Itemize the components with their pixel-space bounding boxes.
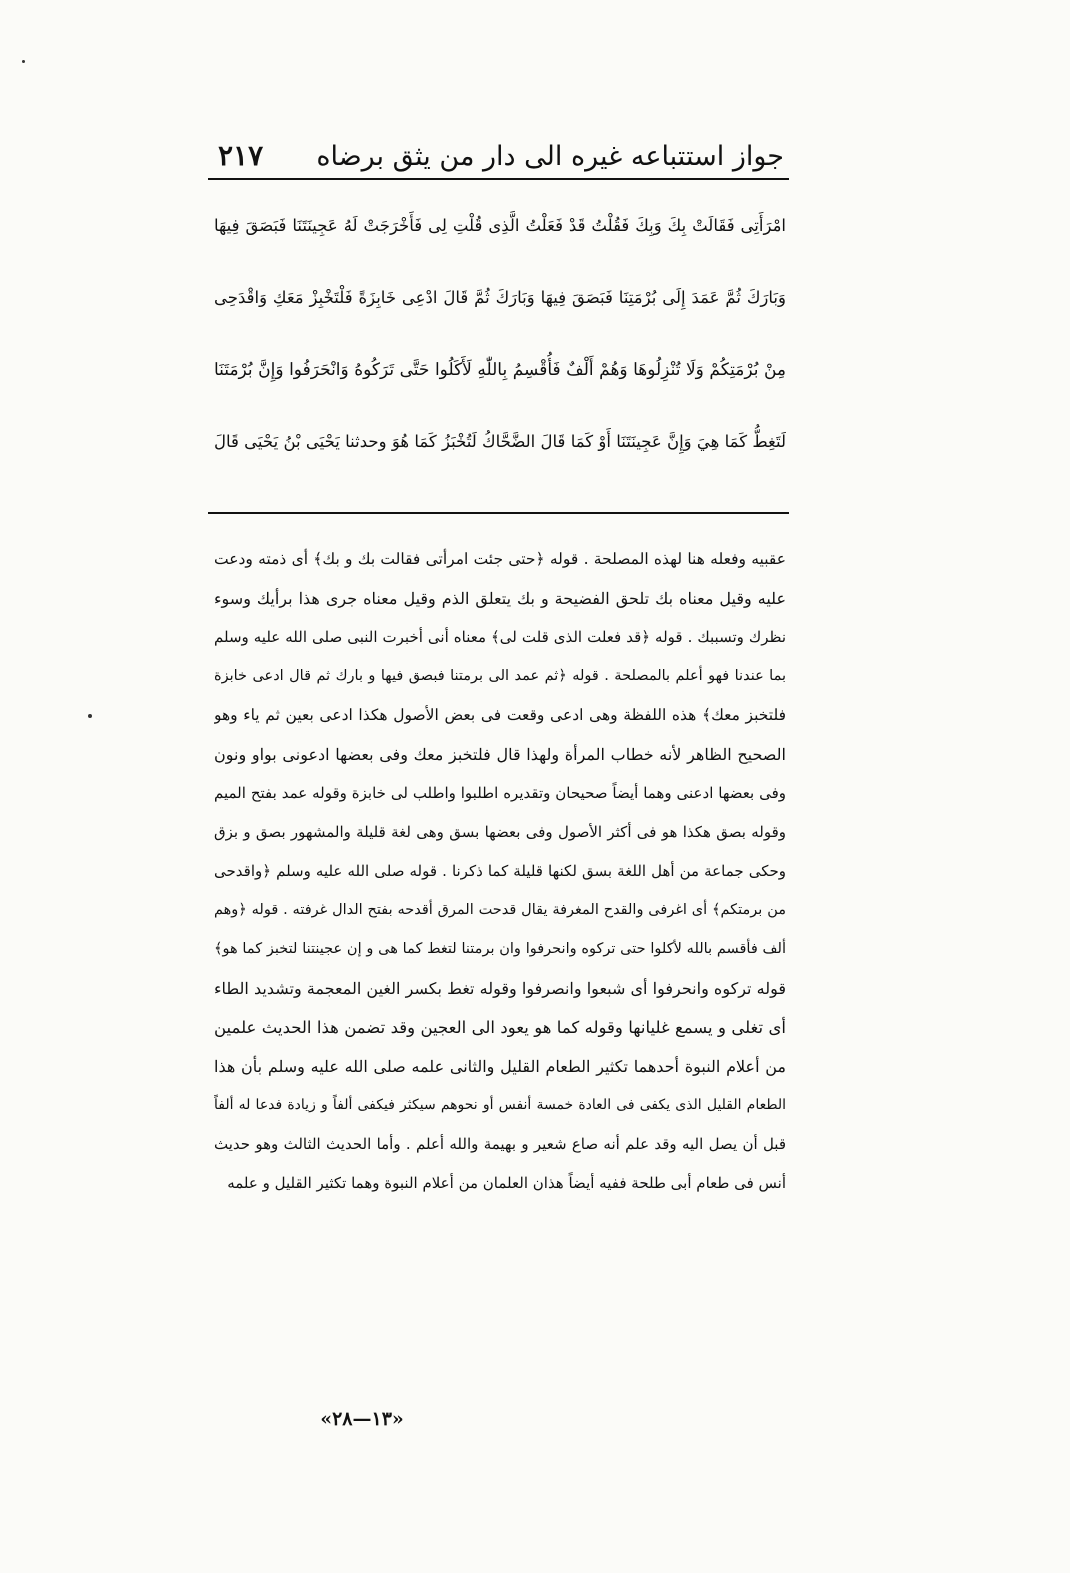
commentary-line: قبل أن يصل اليه وقد علم أنه صاع شعير و بهيمة والله أعلم . وأما الحديث الثالث وهو حديث [214, 1135, 786, 1153]
section-divider [208, 512, 789, 514]
hadith-line: لَتَغِطُّ كَمَا هِيَ وَإِنَّ عَجِينَتَنَا أَوْ كَمَا قَالَ الضَّحَّاكُ لَتُخْبَزُ كَمَا هُوَ وحدثنا يَحْيَى بْنُ يَحْيَى قَالَ [214, 432, 786, 451]
hadith-line: وَبَارَكَ ثُمَّ عَمَدَ إِلَى بُرْمَتِنَا فَبَصَقَ فِيهَا وَبَارَكَ ثُمَّ قَالَ ادْعِى خَابِزَةً فَلْتَخْبِزْ مَعَكِ وَاقْدَحِى [214, 288, 786, 307]
signature-mark: «١٣—٢٨» [320, 1408, 404, 1430]
commentary-line: أنس فى طعام أبى طلحة ففيه أيضاً هذان العلمان من أعلام النبوة وهما تكثير القليل و علمه [227, 1174, 786, 1192]
header-rule [208, 178, 789, 180]
commentary-text [214, 540, 786, 1203]
hadith-text [214, 190, 786, 478]
commentary-line: من برمتكم﴾ أى اغرفى والقدح المغرفة يقال قدحت المرق أقدحه بفتح الدال غرفته . قوله ﴿وهم [214, 902, 786, 918]
commentary-line: بما عندنا فهو أعلم بالمصلحة . قوله ﴿ثم عمد الى برمتنا فبصق فيها و بارك ثم قال ادعى خابزة [214, 668, 786, 684]
commentary-line: من أعلام النبوة أحدهما تكثير الطعام القليل والثانى علمه صلى الله عليه وسلم بأن هذا [214, 1057, 786, 1076]
commentary-line: الطعام القليل الذى يكفى فى العادة خمسة أنفس أو نحوهم سيكثر فيكفى ألفاً و زيادة فدعا له ألفاً [214, 1097, 786, 1113]
page-header [214, 128, 784, 172]
commentary-line: فلتخبز معك﴾ هذه اللفظة وهى ادعى وقعت فى بعض الأصول هكذا ادعى بعين ثم ياء وهو [214, 706, 786, 724]
scan-speck [88, 714, 92, 718]
commentary-line: وقوله بصق هكذا هو فى أكثر الأصول وفى بعضها بسق وهى لغة قليلة والمشهور بصق و بزق [214, 823, 786, 841]
commentary-line: وفى بعضها ادعنى وهما أيضاً صحيحان وتقديره اطلبوا واطلب لى خابزة وقوله عمد بفتح الميم [214, 784, 786, 802]
commentary-line: نظرك وتسببك . قوله ﴿قد فعلت الذى قلت لى﴾ معناه أنى أخبرت النبى صلى الله عليه وسلم [214, 628, 786, 646]
commentary-line: الصحيح الظاهر لأنه خطاب المرأة ولهذا قال فلتخبز معك وفى بعضها ادعونى بواو ونون [214, 745, 786, 764]
running-title: جواز استتباعه غيره الى دار من يثق برضاه [316, 141, 784, 172]
commentary-line: عليه وقيل معناه بك تلحق الفضيحة و بك يتعلق الذم وقيل معناه جرى هذا برأيك وسوء [214, 589, 786, 608]
scan-speck [22, 60, 25, 63]
page-number: ٢١٧ [218, 139, 264, 172]
hadith-line: مِنْ بُرْمَتِكُمْ وَلَا تُنْزِلُوهَا وَهُمْ أَلْفٌ فَأُقْسِمُ بِاللّٰهِ لَأَكَلُوا حَتَّى تَرَكُوهُ وَانْحَرَفُوا وَإِنَّ بُرْمَتَنَا [214, 360, 786, 380]
commentary-line: ألف فأقسم بالله لأكلوا حتى تركوه وانحرفوا وان برمتنا لتغط كما هى و إن عجينتنا لتخبز كما هو﴾ [214, 941, 786, 957]
commentary-line: قوله تركوه وانحرفوا أى شبعوا وانصرفوا وقوله تغط بكسر الغين المعجمة وتشديد الطاء [214, 979, 786, 998]
commentary-line: عقبيه وفعله هنا لهذه المصلحة . قوله ﴿حتى جئت امرأتى فقالت بك و بك﴾ أى ذمته ودعت [214, 550, 786, 568]
hadith-line: امْرَأَتِى فَقَالَتْ بِكَ وَبِكَ فَقُلْتُ قَدْ فَعَلْتُ الَّذِى قُلْتِ لِى فَأَخْرَجَتْ لَهُ عَجِينَتَنَا فَبَصَقَ فِيهَا [214, 216, 786, 235]
commentary-line: أى تغلى و يسمع غليانها وقوله كما هو يعود الى العجين وقد تضمن هذا الحديث علمين [214, 1018, 786, 1037]
commentary-line: وحكى جماعة من أهل اللغة بسق لكنها قليلة كما ذكرنا . قوله صلى الله عليه وسلم ﴿واقدحى [214, 862, 786, 880]
